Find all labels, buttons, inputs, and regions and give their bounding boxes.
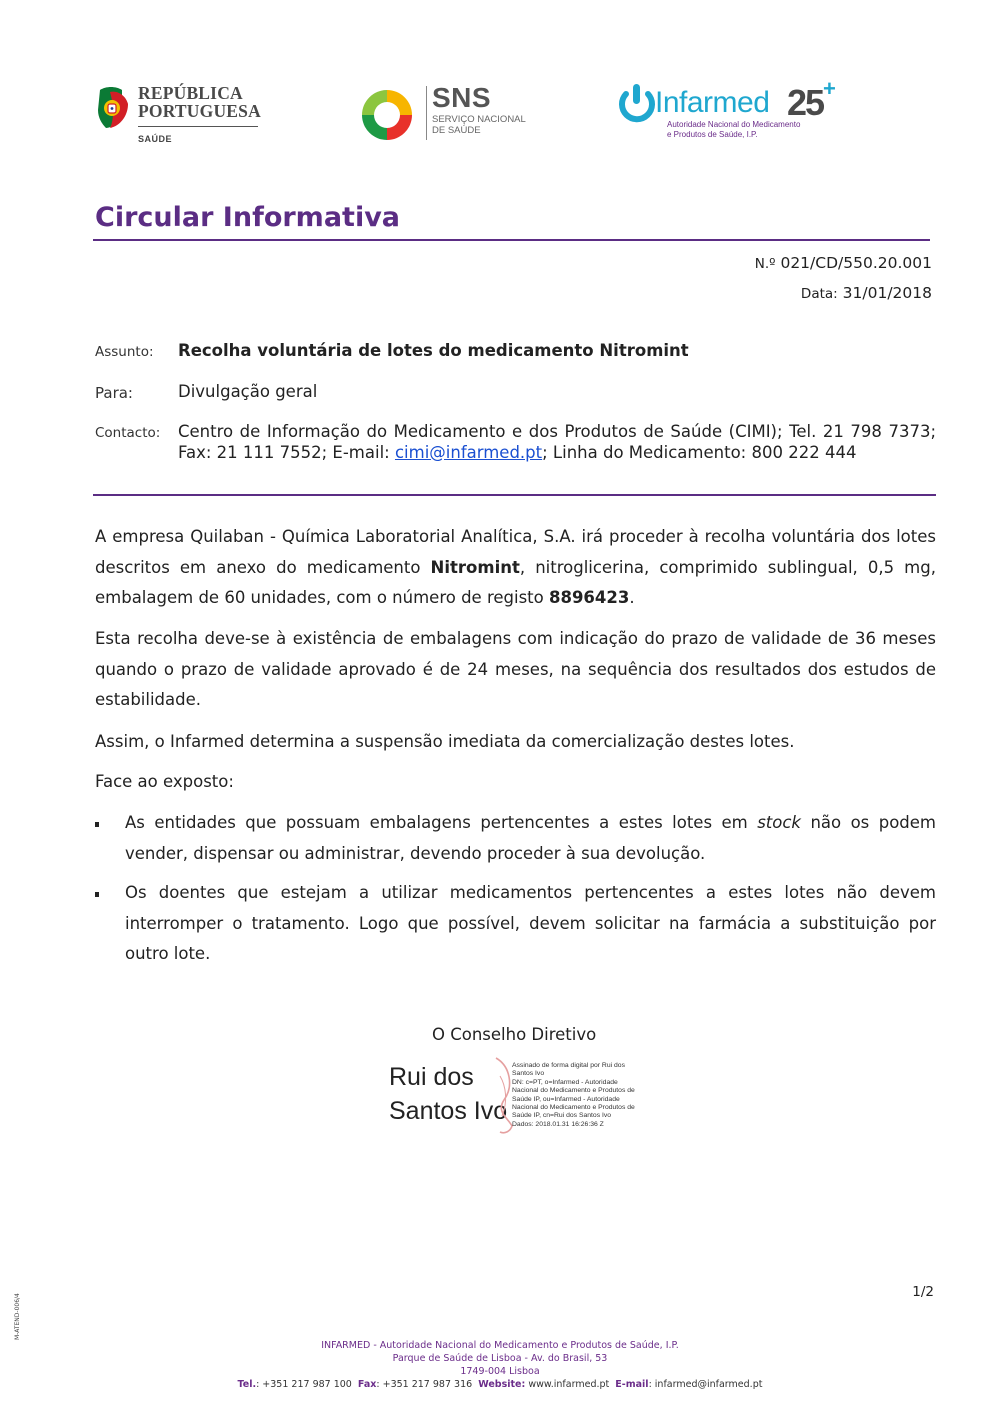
bullet-item-1 [95,808,936,869]
circular-number-label: N.º [754,256,776,272]
contacto-email-link[interactable]: cimi@infarmed.pt [394,442,543,462]
p4-text: Face ao exposto: [95,772,234,791]
form-code: M-ATEND-006/4 [14,1293,21,1340]
footer-postal: 1749-004 Lisboa [460,1366,540,1377]
p3-text: Assim, o Infarmed determina a suspensão imediata da comercialização destes lotes. [95,732,795,751]
footer-tel-value: : +351 217 987 100 [256,1379,352,1390]
bullet-item-2 [95,878,936,970]
sig-meta-line: Saúde IP, ou=Infarmed - Autoridade [512,1095,620,1103]
paragraph-2 [95,624,936,716]
infarmed-logo [617,76,847,146]
sns-title: SNS [432,82,492,113]
footer-tel-label: Tel. [237,1379,257,1390]
bullet2-text: Os doentes que estejam a utilizar medicamentos pertencentes a estes lotes não devem interromper o tratamento. Logo que possível, devem solicitar na farmácia a substituição por outro lote. [125,883,936,963]
footer-fax-value: : +351 217 987 316 [376,1379,473,1390]
footer-email-label: E-mail [615,1379,649,1390]
circular-date-label: Data: [800,286,838,302]
footer-fax-label: Fax [357,1379,377,1390]
logo-rp-line1: REPÚBLICA [138,83,243,103]
para-value: Divulgação geral [178,382,318,401]
page-title: Circular Informativa [95,202,401,233]
p1-text-b: , nitroglicerina, comprimido sublingual, 0,5 mg, embalagem de 60 unidades, com o número de registo [95,557,936,607]
paragraph-1 [95,522,936,614]
bullet1-text-a: As entidades que possuam embalagens pertencentes a estes lotes em [125,813,758,832]
paragraph-3 [95,727,936,758]
coat-of-arms-icon [96,84,132,130]
circular-number-value: 021/CD/550.20.001 [780,254,932,272]
sig-meta-line: Assinado de forma digital por Rui dos [512,1062,625,1069]
infarmed-power-icon [617,82,657,128]
footer-email-value: : infarmed@infarmed.pt [648,1379,763,1390]
page-number: 1/2 [912,1284,934,1300]
footer-contacts [0,1379,1000,1390]
sns-sub-line2: DE SAÚDE [432,125,481,136]
p1-drug-name: Nitromint [430,557,520,577]
infarmed-sub-line2: e Produtos de Saúde, I.P. [667,130,758,139]
assunto-label: Assunto: [95,344,154,360]
p1-registration-number: 8896423 [548,588,630,607]
infarmed-sub-line1: Autoridade Nacional do Medicamento [667,120,801,129]
sns-sub-line1: SERVIÇO NACIONAL [432,114,526,125]
contacto-value [178,422,936,463]
circular-date [801,284,932,302]
para-label: Para: [95,384,133,402]
sig-meta-line: Santos Ivo [512,1070,545,1078]
footer-address: Parque de Saúde de Lisboa - Av. do Brasil, 53 [392,1353,608,1364]
bullet-icon [95,892,99,897]
footer-org-name: INFARMED - Autoridade Nacional do Medicamento e Produtos de Saúde, I.P. [321,1340,679,1351]
contacto-label: Contacto: [95,425,161,441]
logo-rp-divider [138,126,258,127]
assunto-value: Recolha voluntária de lotes do medicamento Nitromint [178,341,689,360]
sig-meta-line: DN: c=PT, o=Infarmed - Autoridade [512,1078,618,1086]
paragraph-4 [95,767,936,798]
p1-text-a: A empresa Quilaban - Química Laboratorial Analítica, S.A. irá proceder à recolha voluntária dos lotes descritos em anexo do medicamento [95,527,936,577]
sns-logo [360,82,530,142]
title-divider [93,239,930,241]
republica-portuguesa-logo [96,82,271,148]
sig-meta-line: Nacional do Medicamento e Produtos de [512,1087,635,1095]
bullet1-text-b: não os podem vender, dispensar ou administrar, devendo proceder à sua devolução. [125,813,936,863]
footer-web-value: www.infarmed.pt [525,1379,610,1390]
logo-rp-line2: PORTUGUESA [138,101,261,121]
logo-rp-sub: SAÚDE [138,134,173,144]
signature-name-line2: Santos Ivo [389,1097,508,1125]
p1-text-c: . [629,588,635,607]
infarmed-plus: + [823,76,836,101]
sig-meta-line: Nacional do Medicamento e Produtos de [512,1104,635,1112]
sns-emblem-icon [360,88,414,142]
contacto-text-before: Centro de Informação do Medicamento e dos Produtos de Saúde (CIMI); Tel. 21 798 7373; Fax: 21 111 7552; E-mail: [178,422,936,462]
sns-divider [426,86,427,140]
infarmed-wordmark: Infarmed [655,86,770,119]
sig-meta-line: Dados: 2018.01.31 16:26:36 Z [512,1120,604,1128]
circular-number [755,254,932,272]
digital-signature-details [512,1062,642,1129]
header-divider [93,494,936,496]
footer-web-label: Website: [478,1379,526,1390]
board-signature-title: O Conselho Diretivo [432,1025,597,1044]
infarmed-25: 25 [787,82,824,123]
signature-name-line1: Rui dos [389,1063,474,1091]
circular-date-value: 31/01/2018 [842,284,932,302]
bullet-icon [95,822,99,827]
sig-meta-line: Saúde IP, cn=Rui dos Santos Ivo [512,1112,612,1120]
p2-text: Esta recolha deve-se à existência de embalagens com indicação do prazo de validade de 36 meses quando o prazo de validade aprovado é de 24 meses, na sequência dos resultados dos estudos de estabilidade. [95,629,936,709]
bullet1-stock: stock [757,813,801,832]
contacto-text-after: ; Linha do Medicamento: 800 222 444 [542,442,857,462]
